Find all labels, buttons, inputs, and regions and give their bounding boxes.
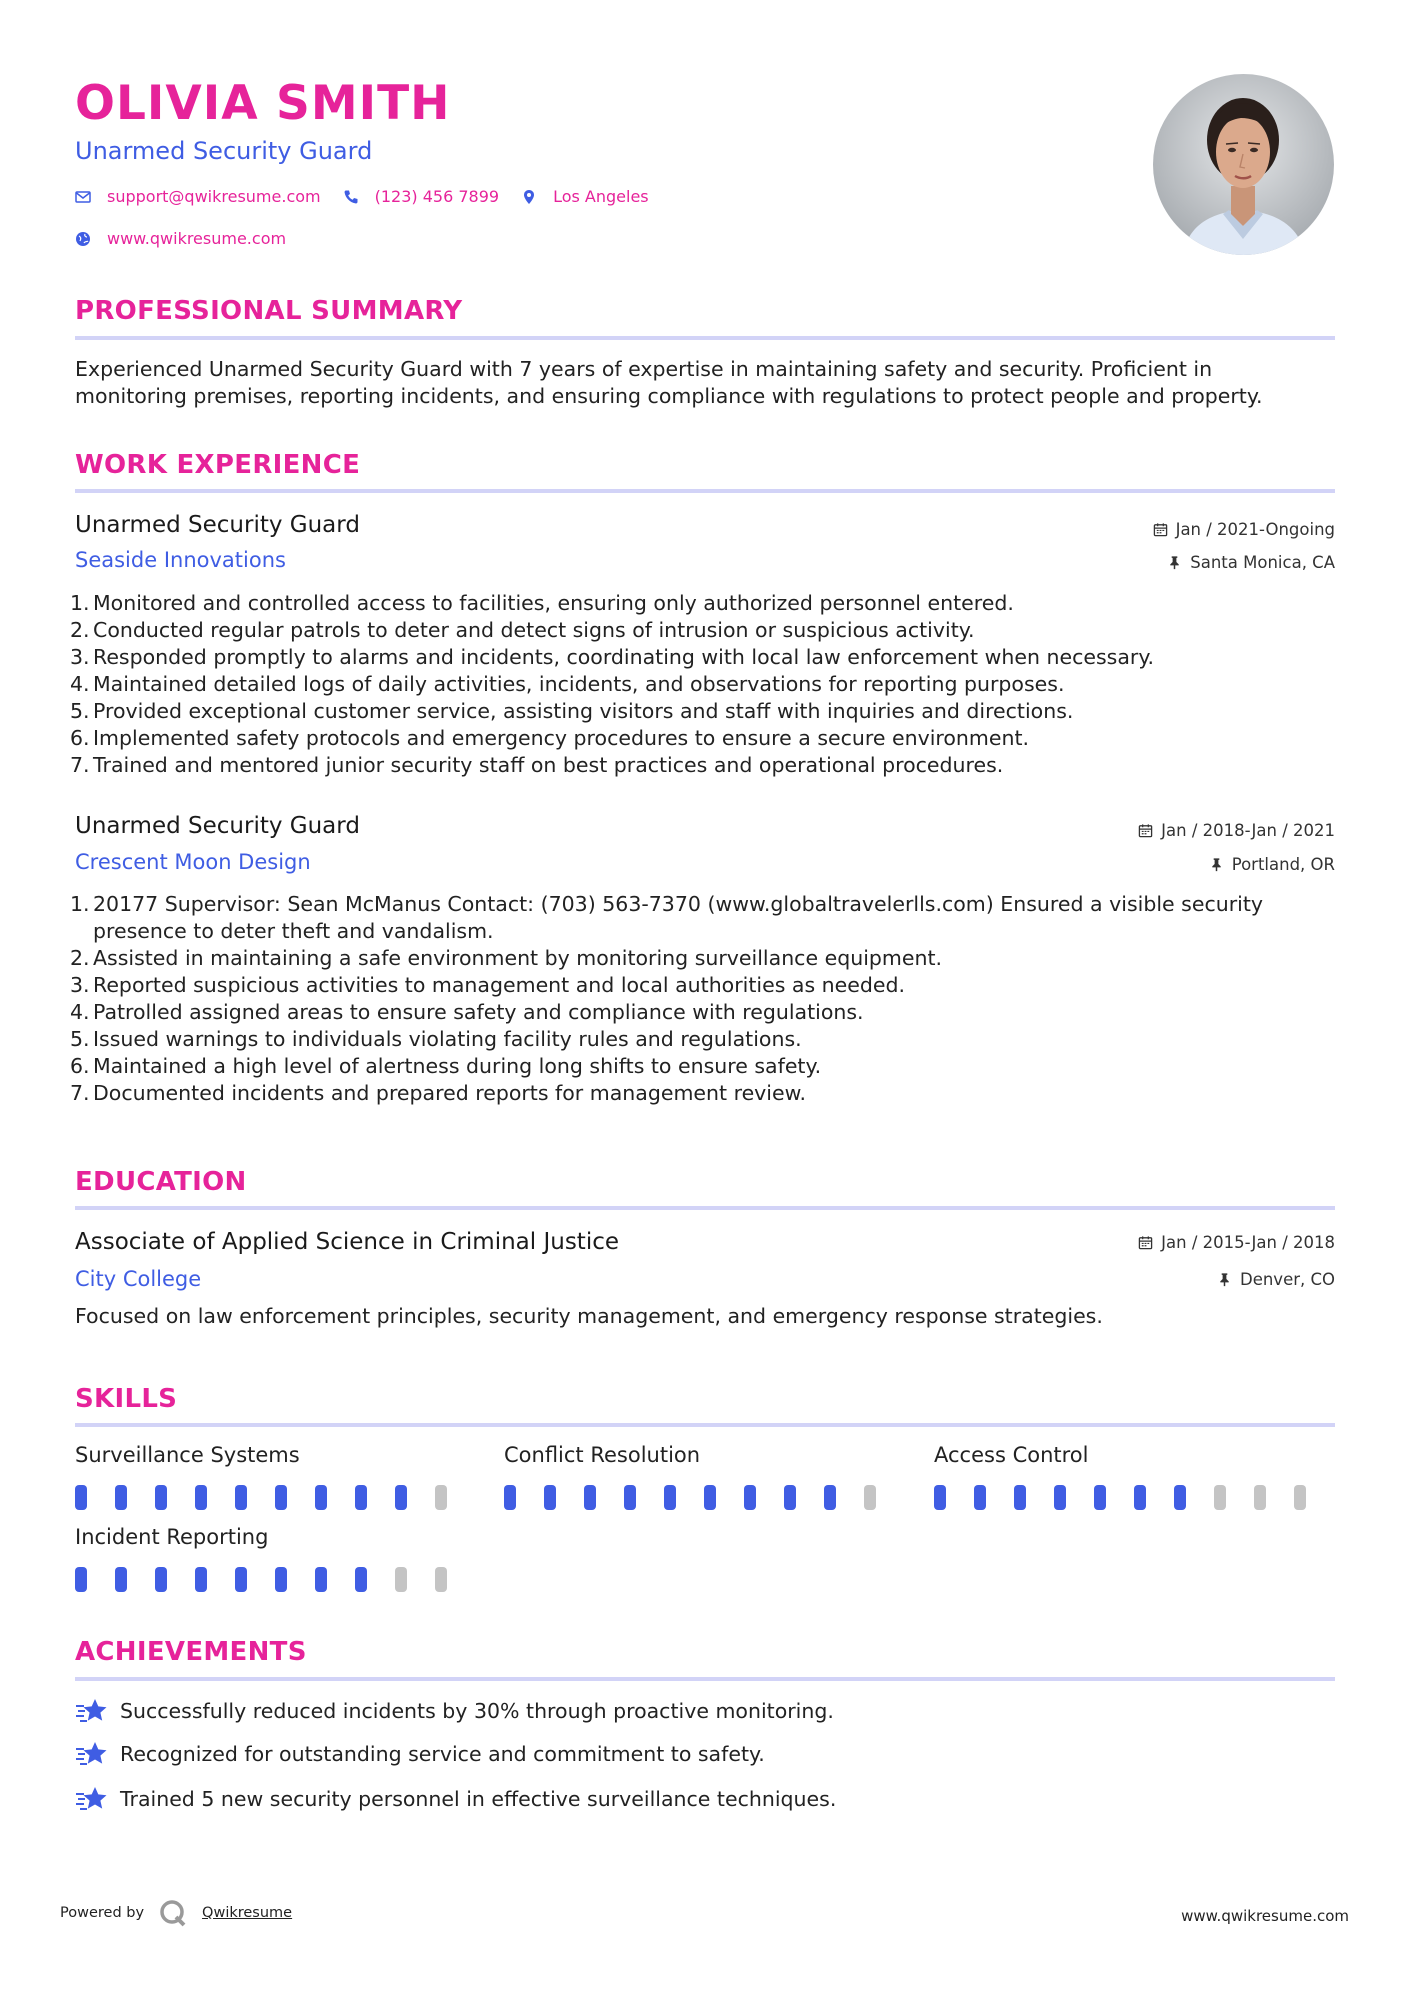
skills-divider <box>75 1423 1335 1427</box>
job-location <box>1167 553 1335 572</box>
skill-item <box>504 1443 904 1510</box>
skill-level-filled <box>115 1567 127 1592</box>
footer-website-link[interactable]: www.qwikresume.com <box>1181 1907 1349 1925</box>
list-item: 1. 20177 Supervisor: Sean McManus Contact: (703) 563-7370 (www.globaltravelerlls.com) Ensured a visible security presence to deter theft and vandalism. <box>70 892 1264 943</box>
skill-rating <box>75 1485 475 1510</box>
skill-level-filled <box>664 1485 676 1510</box>
qwikresume-link[interactable]: Qwikresume <box>202 1905 293 1921</box>
list-item: 4. Patrolled assigned areas to ensure safety and compliance with regulations. <box>70 1000 864 1024</box>
school-name: City College <box>75 1267 202 1291</box>
pushpin-icon <box>1167 555 1182 570</box>
skill-level-filled <box>115 1485 127 1510</box>
skill-level-filled <box>355 1485 367 1510</box>
achievement-text: Successfully reduced incidents by 30% through proactive monitoring. <box>120 1699 834 1723</box>
skill-level-filled <box>355 1567 367 1592</box>
powered-by-label: Powered by <box>60 1905 145 1921</box>
job-duties-list <box>70 590 1340 779</box>
skills-heading: SKILLS <box>75 1384 178 1414</box>
job-title: Unarmed Security Guard <box>75 813 360 839</box>
phone-icon <box>343 189 359 205</box>
resume-header <box>75 76 1335 276</box>
education-dates <box>1138 1233 1335 1252</box>
job-dates <box>1138 821 1335 840</box>
skill-level-empty <box>864 1485 876 1510</box>
candidate-title: Unarmed Security Guard <box>75 137 373 165</box>
skill-level-filled <box>275 1485 287 1510</box>
achievements-heading: ACHIEVEMENTS <box>75 1637 307 1667</box>
list-item: 2. Assisted in maintaining a safe environment by monitoring surveillance equipment. <box>70 946 943 970</box>
skill-level-filled <box>235 1567 247 1592</box>
company-name: Crescent Moon Design <box>75 850 311 874</box>
skill-level-filled <box>504 1485 516 1510</box>
achievement-text: Trained 5 new security personnel in effective surveillance techniques. <box>120 1787 837 1811</box>
achievement-item <box>75 1740 765 1768</box>
contact-row <box>75 186 671 208</box>
job-dates-text: Jan / 2021-Ongoing <box>1175 520 1335 539</box>
profile-photo <box>1153 74 1334 255</box>
summary-divider <box>75 336 1335 340</box>
education-heading: EDUCATION <box>75 1167 247 1197</box>
location-text: Los Angeles <box>553 187 649 206</box>
qwikresume-logo-icon <box>158 1898 188 1928</box>
calendar-icon <box>1138 1235 1153 1250</box>
skill-level-filled <box>195 1485 207 1510</box>
education-location-text: Denver, CO <box>1239 1270 1335 1289</box>
skill-rating <box>934 1485 1334 1510</box>
skill-name: Access Control <box>934 1443 1089 1467</box>
list-item: 1. Monitored and controlled access to facilities, ensuring only authorized personnel entered. <box>70 591 1014 615</box>
education-description: Focused on law enforcement principles, security management, and emergency response strategies. <box>75 1304 1103 1328</box>
skill-level-filled <box>544 1485 556 1510</box>
phone-contact[interactable] <box>343 186 499 208</box>
website-text: www.qwikresume.com <box>107 229 287 248</box>
achievement-item <box>75 1785 836 1813</box>
job-location-text: Portland, OR <box>1231 855 1335 874</box>
list-item: 5. Issued warnings to individuals violating facility rules and regulations. <box>70 1027 802 1051</box>
job-location-text: Santa Monica, CA <box>1190 553 1335 572</box>
list-item: 2. Conducted regular patrols to deter and detect signs of intrusion or suspicious activity. <box>70 618 975 642</box>
skill-rating <box>504 1485 904 1510</box>
skill-level-filled <box>155 1485 167 1510</box>
list-item: 3. Reported suspicious activities to management and local authorities as needed. <box>70 973 906 997</box>
skill-level-filled <box>395 1485 407 1510</box>
list-item: 6. Maintained a high level of alertness during long shifts to ensure safety. <box>70 1054 822 1078</box>
skill-level-empty <box>1214 1485 1226 1510</box>
skill-level-filled <box>624 1485 636 1510</box>
star-icon <box>75 1785 109 1813</box>
achievement-item <box>75 1697 834 1725</box>
list-item: 5. Provided exceptional customer service, assisting visitors and staff with inquiries and directions. <box>70 699 1074 723</box>
email-contact[interactable] <box>75 186 321 208</box>
skill-item <box>934 1443 1334 1510</box>
summary-heading: PROFESSIONAL SUMMARY <box>75 296 463 326</box>
skill-level-filled <box>315 1567 327 1592</box>
calendar-icon <box>1153 522 1168 537</box>
education-divider <box>75 1206 1335 1210</box>
skill-level-filled <box>934 1485 946 1510</box>
skill-level-filled <box>1014 1485 1026 1510</box>
company-name: Seaside Innovations <box>75 548 286 572</box>
skill-item <box>75 1525 475 1592</box>
skill-level-filled <box>1094 1485 1106 1510</box>
website-contact[interactable] <box>75 228 286 250</box>
pushpin-icon <box>1209 857 1224 872</box>
skill-name: Incident Reporting <box>75 1525 269 1549</box>
list-item: 7. Documented incidents and prepared reports for management review. <box>70 1081 807 1105</box>
list-item: 6. Implemented safety protocols and emergency procedures to ensure a secure environment. <box>70 726 1030 750</box>
skill-level-filled <box>315 1485 327 1510</box>
skill-level-empty <box>435 1485 447 1510</box>
list-item: 4. Maintained detailed logs of daily activities, incidents, and observations for reporting purposes. <box>70 672 1065 696</box>
job-duties-list <box>70 891 1340 1107</box>
skill-level-filled <box>584 1485 596 1510</box>
skill-level-filled <box>275 1567 287 1592</box>
skill-level-empty <box>435 1567 447 1592</box>
achievements-divider <box>75 1677 1335 1681</box>
avatar-illustration <box>1153 74 1334 255</box>
skill-level-empty <box>1254 1485 1266 1510</box>
job-dates-text: Jan / 2018-Jan / 2021 <box>1161 821 1335 840</box>
skill-item <box>75 1443 475 1510</box>
education-location <box>1217 1270 1335 1289</box>
job-location <box>1209 855 1335 874</box>
list-item: 3. Responded promptly to alarms and incidents, coordinating with local law enforcement when necessary. <box>70 645 1155 669</box>
contact-row-website <box>75 228 308 250</box>
calendar-icon <box>1138 823 1153 838</box>
skill-rating <box>75 1567 475 1592</box>
skill-name: Surveillance Systems <box>75 1443 300 1467</box>
phone-text: (123) 456 7899 <box>374 187 500 206</box>
job-title: Unarmed Security Guard <box>75 512 360 538</box>
globe-icon <box>75 231 91 247</box>
experience-divider <box>75 489 1335 493</box>
skill-level-filled <box>1174 1485 1186 1510</box>
skill-level-filled <box>974 1485 986 1510</box>
skill-level-filled <box>195 1567 207 1592</box>
skill-name: Conflict Resolution <box>504 1443 701 1467</box>
summary-text: Experienced Unarmed Security Guard with 7 years of expertise in maintaining safety and security. Proficient in monitoring premises, reporting incidents, and ensuring compliance with regulations to protect people and property. <box>75 357 1263 408</box>
skill-level-filled <box>235 1485 247 1510</box>
skill-level-empty <box>1294 1485 1306 1510</box>
education-dates-text: Jan / 2015-Jan / 2018 <box>1161 1233 1335 1252</box>
map-pin-icon <box>521 189 537 205</box>
star-icon <box>75 1740 109 1768</box>
skill-level-empty <box>395 1567 407 1592</box>
candidate-name: OLIVIA SMITH <box>75 76 451 131</box>
degree-title: Associate of Applied Science in Criminal Justice <box>75 1229 620 1255</box>
star-icon <box>75 1697 109 1725</box>
skill-level-filled <box>1054 1485 1066 1510</box>
skill-level-filled <box>744 1485 756 1510</box>
skill-level-filled <box>155 1567 167 1592</box>
powered-by <box>60 1898 292 1928</box>
pushpin-icon <box>1217 1272 1232 1287</box>
experience-heading: WORK EXPERIENCE <box>75 450 361 480</box>
skill-level-filled <box>784 1485 796 1510</box>
list-item: 7. Trained and mentored junior security staff on best practices and operational procedures. <box>70 753 1004 777</box>
job-dates <box>1153 520 1335 539</box>
skill-level-filled <box>75 1567 87 1592</box>
skill-level-filled <box>704 1485 716 1510</box>
skill-level-filled <box>75 1485 87 1510</box>
envelope-icon <box>75 189 91 205</box>
email-text: support@qwikresume.com <box>107 187 321 206</box>
skill-level-filled <box>1134 1485 1146 1510</box>
skill-level-filled <box>824 1485 836 1510</box>
achievement-text: Recognized for outstanding service and commitment to safety. <box>120 1742 765 1766</box>
location-contact <box>521 186 649 208</box>
